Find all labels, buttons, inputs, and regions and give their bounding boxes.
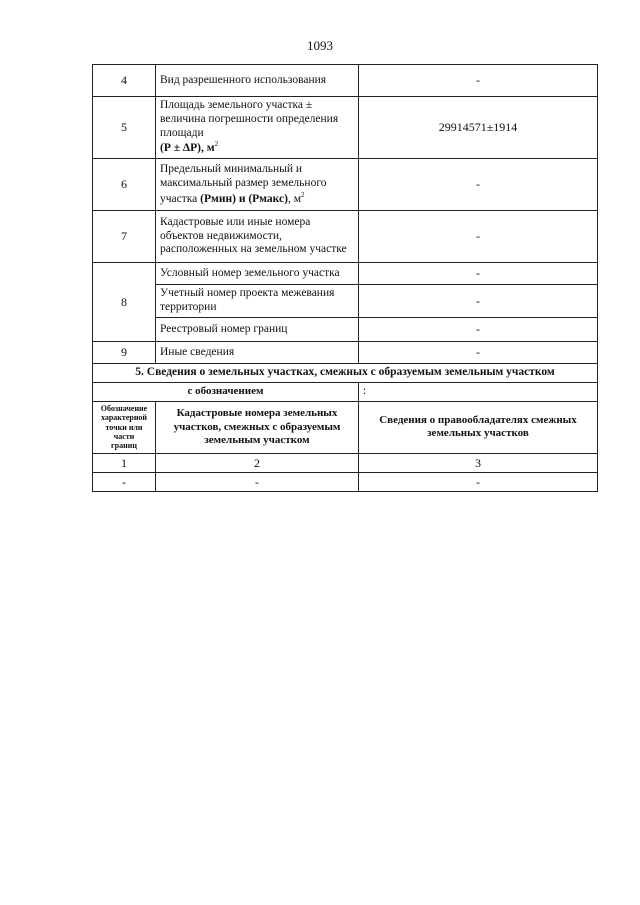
row-number: 6 bbox=[93, 159, 156, 211]
row-name: Условный номер земельного участка bbox=[156, 263, 359, 285]
row-name bbox=[156, 285, 359, 318]
header-line: Кадастровые номера земельных bbox=[176, 407, 338, 420]
row-name bbox=[156, 159, 359, 211]
header-line: части bbox=[113, 431, 135, 441]
row-name bbox=[156, 211, 359, 263]
row-name: Вид разрешенного использования bbox=[156, 65, 359, 97]
name-line: (Рмин) и (Рмакс) bbox=[200, 192, 288, 205]
header-line: земельных участков bbox=[427, 427, 529, 440]
name-line: , м bbox=[287, 192, 301, 205]
row-number: 5 bbox=[93, 97, 156, 159]
table-row-4 bbox=[93, 65, 598, 97]
name-line: Кадастровые или иные номера bbox=[160, 215, 311, 228]
name-line: территории bbox=[160, 301, 217, 314]
land-plot-table bbox=[92, 64, 598, 492]
name-line: максимальный размер земельного bbox=[160, 176, 327, 189]
col-number: 2 bbox=[156, 453, 359, 472]
row-value: - bbox=[359, 211, 598, 263]
page-number: 1093 bbox=[307, 38, 333, 53]
column-number-row bbox=[93, 453, 598, 472]
table-row-9 bbox=[93, 342, 598, 364]
table-row-8c bbox=[93, 318, 598, 342]
header-line: земельным участком bbox=[204, 433, 310, 446]
superscript: 2 bbox=[214, 140, 219, 149]
header-line: Обозначение bbox=[100, 404, 148, 414]
row-value: - bbox=[359, 318, 598, 342]
table-row bbox=[93, 473, 598, 492]
name-line: Предельный минимальный и bbox=[160, 162, 303, 175]
row-value: - bbox=[359, 263, 598, 285]
header-line: границ bbox=[111, 440, 137, 450]
header-line: точки или bbox=[105, 422, 143, 432]
name-line: (Р ± ΔР), м bbox=[160, 142, 215, 155]
col-number: 3 bbox=[359, 453, 598, 472]
row-number: 7 bbox=[93, 211, 156, 263]
column-header-row bbox=[93, 401, 598, 453]
row-value: - bbox=[359, 159, 598, 211]
name-line: расположенных на земельном участке bbox=[160, 243, 347, 256]
cell: - bbox=[93, 473, 156, 492]
row-name: Иные сведения bbox=[156, 342, 359, 364]
col2-header bbox=[156, 401, 359, 453]
row-number: 4 bbox=[93, 65, 156, 97]
cell: - bbox=[156, 473, 359, 492]
table-row-6 bbox=[93, 159, 598, 211]
header-line: Сведения о правообладателях смежных bbox=[379, 413, 577, 426]
name-line: участка bbox=[160, 192, 201, 205]
row-value: - bbox=[359, 342, 598, 364]
name-line: площади bbox=[160, 126, 204, 139]
row-value: - bbox=[359, 285, 598, 318]
table-row-8a bbox=[93, 263, 598, 285]
header-line: характерной bbox=[100, 413, 148, 423]
col1-header bbox=[93, 401, 156, 453]
designation-value: : bbox=[359, 382, 598, 401]
name-line: Учетный номер проекта межевания bbox=[160, 287, 335, 300]
name-line: величина погрешности определения bbox=[160, 112, 339, 125]
row-number: 9 bbox=[93, 342, 156, 364]
row-name: Реестровый номер границ bbox=[156, 318, 359, 342]
section-5-header-row bbox=[93, 364, 598, 383]
superscript: 2 bbox=[300, 190, 305, 199]
col-number: 1 bbox=[93, 453, 156, 472]
row-value: 29914571±1914 bbox=[359, 97, 598, 159]
designation-label: с обозначением bbox=[93, 382, 359, 401]
table-row-8b bbox=[93, 285, 598, 318]
name-line: Площадь земельного участка ± bbox=[160, 99, 313, 111]
table-row-5 bbox=[93, 97, 598, 159]
col3-header bbox=[359, 401, 598, 453]
section-5-title: 5. Сведения о земельных участках, смежных с образуемым земельным участком bbox=[93, 364, 598, 383]
designation-row bbox=[93, 382, 598, 401]
name-line: объектов недвижимости, bbox=[160, 229, 282, 242]
header-line: участков, смежных с образуемым bbox=[173, 420, 341, 433]
row-name bbox=[156, 97, 359, 159]
row-value: - bbox=[359, 65, 598, 97]
table-row-7 bbox=[93, 211, 598, 263]
row-number: 8 bbox=[93, 263, 156, 342]
cell: - bbox=[359, 473, 598, 492]
